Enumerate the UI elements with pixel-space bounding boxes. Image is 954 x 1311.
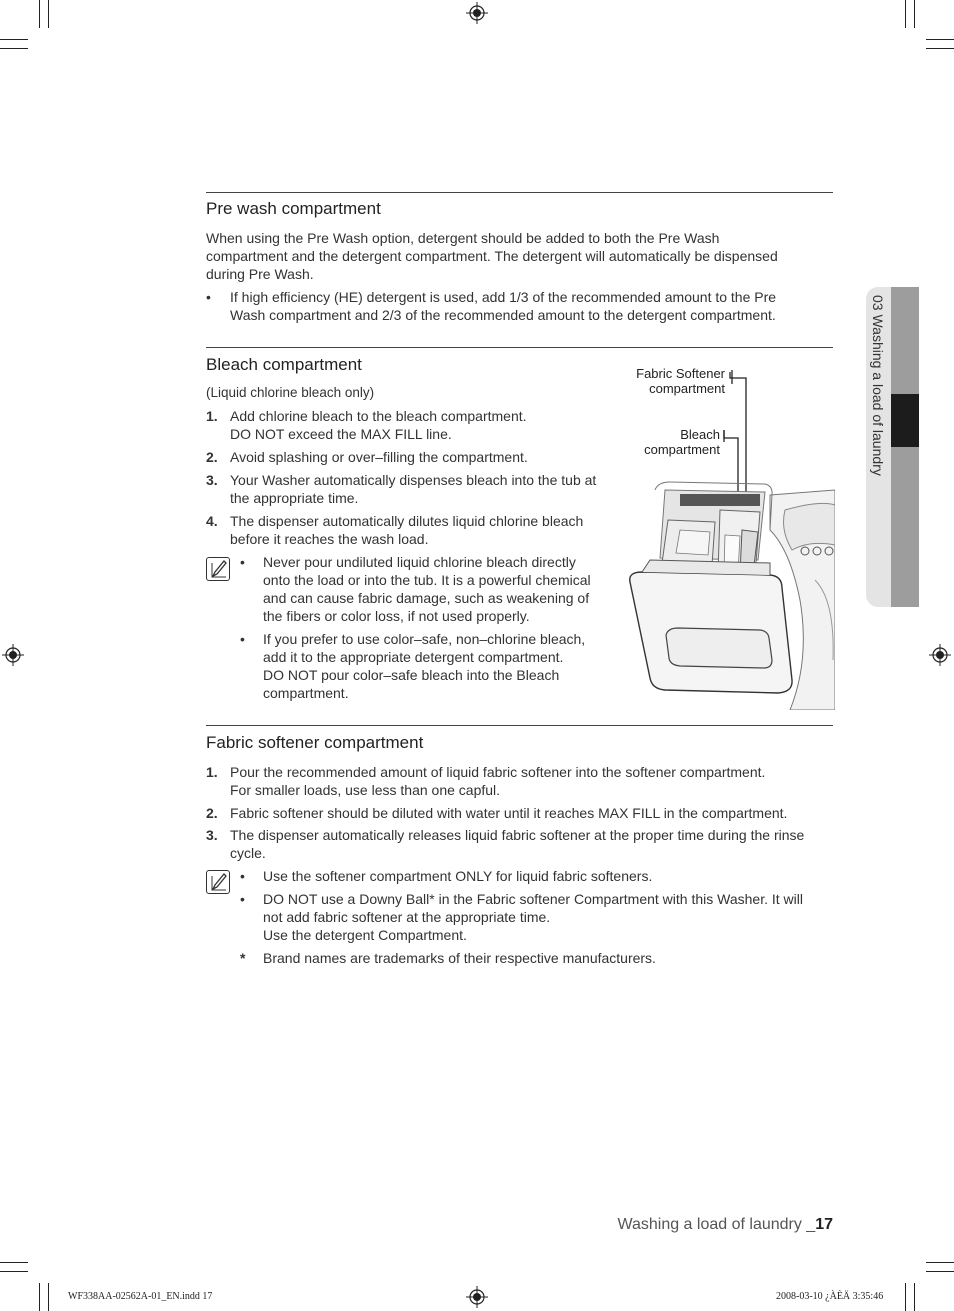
step-number: 2. (206, 449, 218, 465)
bleach-note: If you prefer to use color–safe, non–chlorine bleach, add it to the appropriate detergent compartment. DO NOT pour color–safe bleach into the Bleach compartment. (263, 631, 586, 701)
step-number: 2. (206, 805, 218, 821)
bleach-step: Add chlorine bleach to the bleach compartment. DO NOT exceed the MAX FILL line. (230, 408, 527, 442)
bleach-step: Avoid splashing or over–filling the compartment. (230, 449, 528, 465)
asterisk-marker: * (240, 950, 246, 966)
bullet-dot: • (240, 868, 245, 884)
bleach-heading: Bleach compartment (206, 355, 362, 374)
registration-mark-right-icon (929, 644, 951, 666)
softener-heading: Fabric softener compartment (206, 733, 424, 752)
note-icon (206, 870, 230, 894)
slug-filename: WF338AA-02562A-01_EN.indd 17 (68, 1291, 213, 1302)
page-number: 17 (815, 1216, 833, 1233)
prewash-heading: Pre wash compartment (206, 199, 381, 218)
bleach-step: Your Washer automatically dispenses bleach into the tub at the appropriate time. (230, 472, 597, 506)
bleach-step: The dispenser automatically dilutes liquid chlorine bleach before it reaches the wash load. (230, 513, 584, 547)
prewash-bullet: If high efficiency (HE) detergent is used, add 1/3 of the recommended amount to the Pre Wash compartment and 2/3 of the recommended amount to the detergent compartment. (230, 289, 777, 323)
footer-title: Washing a load of laundry _ (617, 1216, 816, 1233)
callout-fabric-softener: Fabric Softener compartment (636, 366, 725, 396)
bullet-dot: • (206, 289, 211, 305)
bleach-note: Never pour undiluted liquid chlorine bleach directly onto the load or into the tub. It is a powerful chemical and can cause fabric damage, such as weakening of the fibers or color loss, if not used properly. (263, 554, 591, 624)
bleach-subtitle: (Liquid chlorine bleach only) (206, 385, 375, 400)
softener-note: Brand names are trademarks of their respective manufacturers. (263, 950, 656, 966)
page-footer (617, 1216, 833, 1234)
step-number: 1. (206, 764, 218, 780)
registration-mark-left-icon (2, 644, 24, 666)
step-number: 3. (206, 472, 218, 488)
softener-step: Pour the recommended amount of liquid fabric softener into the softener compartment. For smaller loads, use less than one capful. (230, 764, 766, 798)
slug-timestamp: 2008-03-10 ¿ÀÈÄ 3:35:46 (776, 1291, 884, 1302)
callout-bleach: Bleach compartment (644, 427, 720, 457)
softener-note: Use the softener compartment ONLY for liquid fabric softeners. (263, 868, 653, 884)
chapter-side-label: 03 Washing a load of laundry (870, 295, 886, 476)
softener-step: The dispenser automatically releases liquid fabric softener at the proper time during the rinse cycle. (230, 827, 805, 861)
step-number: 4. (206, 513, 218, 529)
note-icon (206, 557, 230, 581)
softener-step: Fabric softener should be diluted with water until it reaches MAX FILL in the compartment. (230, 805, 788, 821)
bullet-dot: • (240, 554, 245, 570)
chapter-side-tab-marker (891, 394, 919, 447)
section-divider (206, 192, 833, 193)
chapter-side-tab-stripe (891, 287, 919, 607)
step-number: 3. (206, 827, 218, 843)
section-divider (206, 725, 833, 726)
bullet-dot: • (240, 891, 245, 907)
step-number: 1. (206, 408, 218, 424)
dispenser-drawer-illustration (620, 360, 835, 710)
registration-mark-top-icon (466, 2, 488, 24)
registration-mark-bottom-icon (466, 1286, 488, 1308)
bullet-dot: • (240, 631, 245, 647)
prewash-paragraph: When using the Pre Wash option, detergent should be added to both the Pre Wash compartment and the detergent compartment. The detergent will automatically be dispensed during Pre Wash. (206, 230, 778, 282)
section-divider (206, 347, 833, 348)
softener-note: DO NOT use a Downy Ball* in the Fabric softener Compartment with this Washer. It will not add fabric softener at the appropriate time. Use the detergent Compartment. (263, 891, 803, 943)
